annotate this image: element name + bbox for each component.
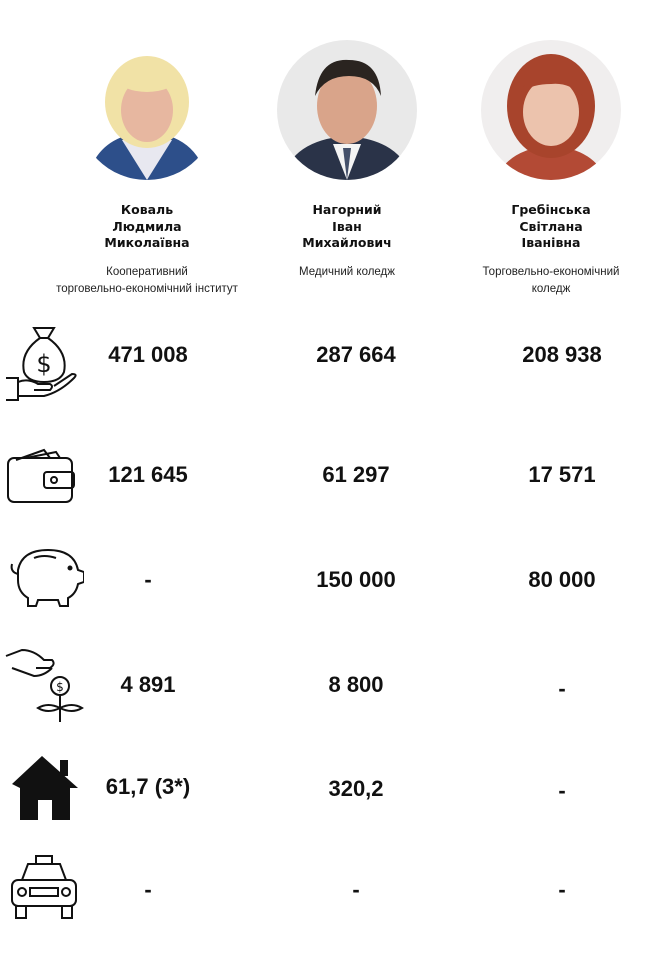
savings-value: - [144, 567, 152, 592]
realestate-value: 61,7 (3*) [105, 774, 191, 799]
car-value: - [352, 877, 360, 902]
realestate-value: 320,2 [328, 776, 384, 801]
income-value: 208 938 [522, 342, 602, 367]
institution-label: Торговельно-економічний коледж [482, 265, 620, 295]
investment-value: 8 800 [328, 672, 384, 697]
realestate-value: - [558, 778, 566, 803]
car-value: - [558, 877, 566, 902]
investment-value: - [558, 676, 566, 701]
institution-label: Медичний коледж [299, 265, 395, 278]
car-value: - [144, 877, 152, 902]
svg-text:$: $ [56, 680, 64, 694]
portrait-photo [277, 40, 417, 180]
savings-value: 80 000 [528, 567, 596, 592]
income-value: 287 664 [316, 342, 396, 367]
wallet-value: 61 297 [322, 462, 390, 487]
svg-text:$: $ [36, 350, 52, 378]
investment-value: 4 891 [120, 672, 176, 697]
person-card-nahornyi [242, 40, 452, 281]
institution-label: Кооперативний торговельно-економічний інститут [56, 265, 238, 295]
person-card-koval [42, 40, 252, 298]
income-value: 471 008 [108, 342, 188, 367]
portrait-photo [77, 40, 217, 180]
portrait-photo [481, 40, 621, 180]
person-card-hrebinska [446, 40, 656, 298]
person-name: Нагорний Іван Михайлович [302, 202, 392, 250]
person-name: Гребінська Світлана Іванівна [511, 202, 591, 250]
person-name: Коваль Людмила Миколаївна [104, 202, 190, 250]
savings-value: 150 000 [316, 567, 396, 592]
wallet-value: 17 571 [528, 462, 596, 487]
wallet-value: 121 645 [108, 462, 188, 487]
